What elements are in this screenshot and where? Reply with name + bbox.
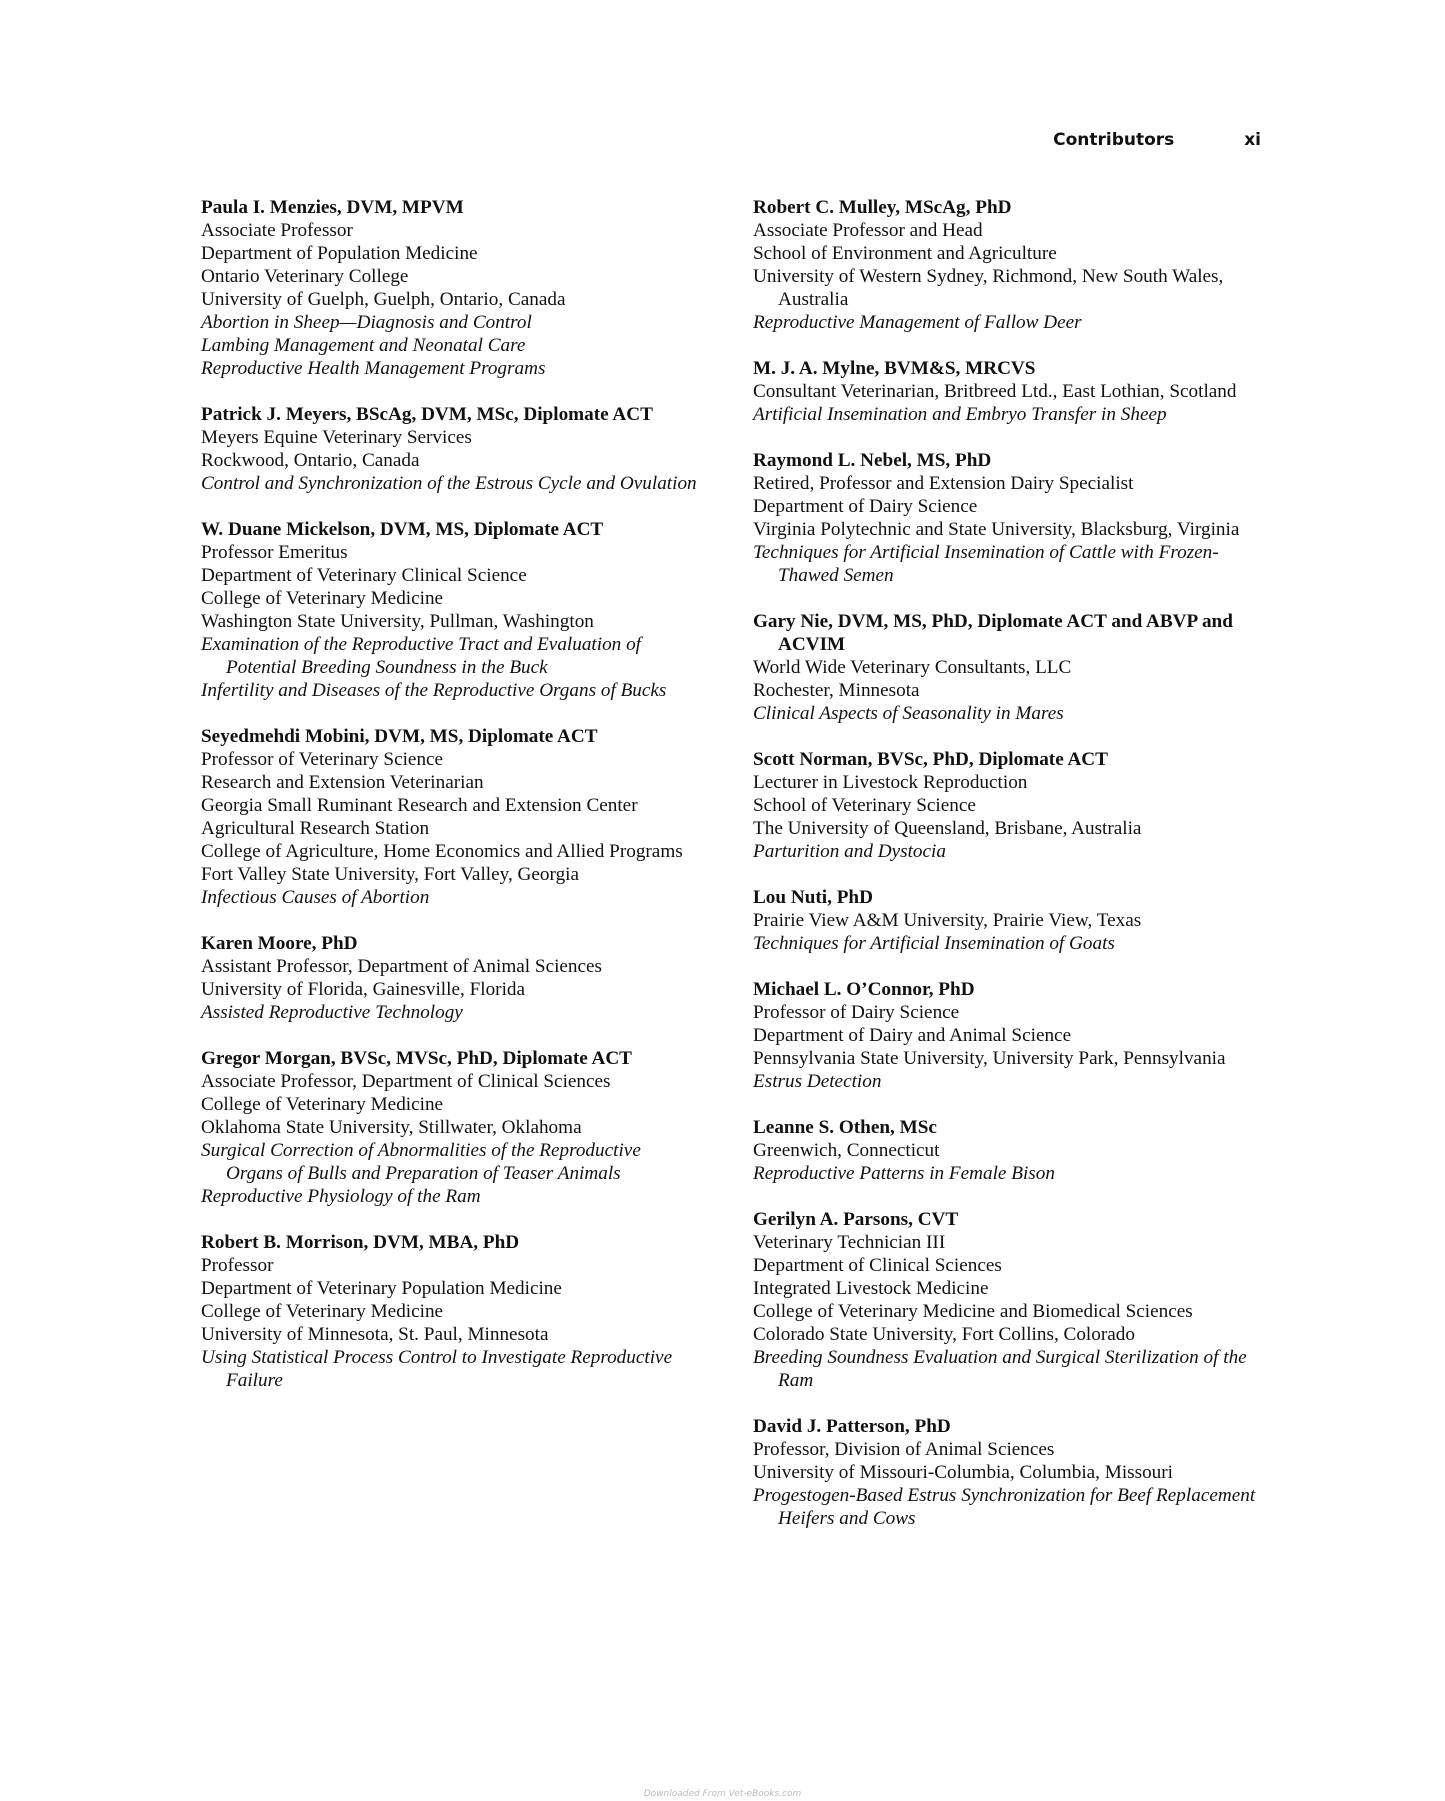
contributor-affiliation: Virginia Polytechnic and State University, Blacksburg, Virginia: [753, 519, 1240, 540]
contributor-affiliation: Professor, Division of Animal Sciences: [753, 1439, 1055, 1460]
contributor-affiliation: Pennsylvania State University, University Park, Pennsylvania: [753, 1048, 1226, 1069]
chapter-title: Reproductive Health Management Programs: [201, 358, 546, 379]
contributor-affiliation: Meyers Equine Veterinary Services: [201, 427, 472, 448]
contributor-affiliation: Department of Veterinary Clinical Science: [201, 565, 527, 586]
contributor-entry: [201, 196, 701, 380]
contributor-affiliation: Department of Dairy and Animal Science: [753, 1025, 1072, 1046]
contributor-affiliation: Department of Population Medicine: [201, 243, 478, 264]
contributor-name: Michael L. O’Connor, PhD: [753, 979, 975, 1000]
chapter-title: Reproductive Patterns in Female Bison: [753, 1163, 1055, 1184]
contributor-affiliation: Associate Professor, Department of Clinical Sciences: [201, 1071, 611, 1092]
contributor-affiliation: The University of Queensland, Brisbane, Australia: [753, 818, 1142, 839]
chapter-title: Breeding Soundness Evaluation and Surgical Sterilization of the Ram: [753, 1347, 1247, 1391]
left-column: [201, 196, 701, 1415]
contributor-affiliation: World Wide Veterinary Consultants, LLC: [753, 657, 1072, 678]
contributor-affiliation: College of Agriculture, Home Economics and Allied Programs: [201, 841, 683, 862]
contributor-entry: [201, 518, 701, 702]
contributor-name: Scott Norman, BVSc, PhD, Diplomate ACT: [753, 749, 1108, 770]
contributor-entry: [753, 196, 1263, 334]
contributor-affiliation: Georgia Small Ruminant Research and Extension Center: [201, 795, 638, 816]
chapter-title: Techniques for Artificial Insemination of Goats: [753, 933, 1115, 954]
contributor-name: Seyedmehdi Mobini, DVM, MS, Diplomate ACT: [201, 726, 598, 747]
chapter-title: Using Statistical Process Control to Investigate Reproductive Failure: [201, 1347, 673, 1391]
contributor-entry: [201, 932, 701, 1024]
contributor-affiliation: Professor: [201, 1255, 274, 1276]
watermark: Downloaded From Vet-eBooks.com: [643, 1789, 802, 1799]
contributor-entry: [753, 748, 1263, 863]
contributor-affiliation: Retired, Professor and Extension Dairy Specialist: [753, 473, 1134, 494]
contributor-affiliation: Consultant Veterinarian, Britbreed Ltd., East Lothian, Scotland: [753, 381, 1237, 402]
contributor-affiliation: College of Veterinary Medicine: [201, 588, 444, 609]
contributor-affiliation: University of Minnesota, St. Paul, Minnesota: [201, 1324, 549, 1345]
contributor-affiliation: Assistant Professor, Department of Animal Sciences: [201, 956, 603, 977]
contributor-affiliation: Associate Professor: [201, 220, 353, 241]
contributor-entry: [753, 886, 1263, 955]
chapter-title: Clinical Aspects of Seasonality in Mares: [753, 703, 1064, 724]
contributor-affiliation: Integrated Livestock Medicine: [753, 1278, 989, 1299]
contributor-affiliation: University of Missouri-Columbia, Columbia, Missouri: [753, 1462, 1173, 1483]
contributor-entry: [201, 1047, 701, 1208]
chapter-title: Infectious Causes of Abortion: [201, 887, 430, 908]
chapter-title: Reproductive Physiology of the Ram: [201, 1186, 481, 1207]
contributor-entry: [201, 1231, 701, 1392]
contributor-affiliation: College of Veterinary Medicine: [201, 1301, 444, 1322]
chapter-title: Lambing Management and Neonatal Care: [201, 335, 526, 356]
contributor-affiliation: School of Environment and Agriculture: [753, 243, 1057, 264]
chapter-title: Parturition and Dystocia: [753, 841, 946, 862]
chapter-title: Infertility and Diseases of the Reproductive Organs of Bucks: [201, 680, 667, 701]
contributor-entry: [201, 725, 701, 909]
contributor-name: Paula I. Menzies, DVM, MPVM: [201, 197, 464, 218]
contributor-affiliation: Professor Emeritus: [201, 542, 348, 563]
contributor-name: Lou Nuti, PhD: [753, 887, 873, 908]
contributor-affiliation: Rochester, Minnesota: [753, 680, 920, 701]
contributor-affiliation: Lecturer in Livestock Reproduction: [753, 772, 1028, 793]
contributor-entry: [753, 449, 1263, 587]
contributor-affiliation: Agricultural Research Station: [201, 818, 430, 839]
contributor-entry: [753, 357, 1263, 426]
page-number: xi: [1244, 130, 1261, 150]
running-head: [1053, 130, 1261, 150]
chapter-title: Abortion in Sheep—Diagnosis and Control: [201, 312, 532, 333]
contributor-affiliation: College of Veterinary Medicine and Biomedical Sciences: [753, 1301, 1193, 1322]
contributor-affiliation: Prairie View A&M University, Prairie View, Texas: [753, 910, 1142, 931]
contributor-name: Leanne S. Othen, MSc: [753, 1117, 937, 1138]
chapter-title: Artificial Insemination and Embryo Transfer in Sheep: [753, 404, 1167, 425]
section-title: Contributors: [1053, 130, 1175, 150]
contributor-affiliation: Rockwood, Ontario, Canada: [201, 450, 420, 471]
contributor-affiliation: Greenwich, Connecticut: [753, 1140, 940, 1161]
chapter-title: Progestogen-Based Estrus Synchronization for Beef Replacement Heifers and Cows: [753, 1485, 1256, 1529]
contributor-affiliation: Veterinary Technician III: [753, 1232, 946, 1253]
contributor-affiliation: Washington State University, Pullman, Washington: [201, 611, 594, 632]
contributor-name: Robert C. Mulley, MScAg, PhD: [753, 197, 1012, 218]
contributor-affiliation: Department of Veterinary Population Medicine: [201, 1278, 562, 1299]
contributor-name: Gregor Morgan, BVSc, MVSc, PhD, Diplomate ACT: [201, 1048, 632, 1069]
contributor-affiliation: Associate Professor and Head: [753, 220, 983, 241]
contributor-affiliation: Ontario Veterinary College: [201, 266, 409, 287]
contributor-affiliation: College of Veterinary Medicine: [201, 1094, 444, 1115]
contributor-affiliation: Fort Valley State University, Fort Valley, Georgia: [201, 864, 580, 885]
contributor-affiliation: Professor of Veterinary Science: [201, 749, 444, 770]
contributor-affiliation: Colorado State University, Fort Collins, Colorado: [753, 1324, 1135, 1345]
chapter-title: Surgical Correction of Abnormalities of the Reproductive Organs of Bulls and Preparation of Teaser Animals: [201, 1140, 641, 1184]
contributor-name: Patrick J. Meyers, BScAg, DVM, MSc, Diplomate ACT: [201, 404, 653, 425]
contributor-affiliation: University of Florida, Gainesville, Florida: [201, 979, 526, 1000]
chapter-title: Estrus Detection: [753, 1071, 882, 1092]
contributor-name: Gerilyn A. Parsons, CVT: [753, 1209, 959, 1230]
contributor-entry: [753, 610, 1263, 725]
contributor-name: Robert B. Morrison, DVM, MBA, PhD: [201, 1232, 520, 1253]
contributor-affiliation: Professor of Dairy Science: [753, 1002, 960, 1023]
contributor-name: Karen Moore, PhD: [201, 933, 358, 954]
contributor-name: David J. Patterson, PhD: [753, 1416, 951, 1437]
contributor-entry: [753, 1208, 1263, 1392]
contributor-entry: [753, 1415, 1263, 1530]
contributor-name: Raymond L. Nebel, MS, PhD: [753, 450, 992, 471]
contributor-affiliation: Research and Extension Veterinarian: [201, 772, 484, 793]
chapter-title: Control and Synchronization of the Estrous Cycle and Ovulation: [201, 473, 697, 494]
contributor-name: M. J. A. Mylne, BVM&S, MRCVS: [753, 358, 1036, 379]
contributor-affiliation: University of Guelph, Guelph, Ontario, Canada: [201, 289, 566, 310]
contributor-affiliation: Department of Clinical Sciences: [753, 1255, 1002, 1276]
contributor-name: W. Duane Mickelson, DVM, MS, Diplomate ACT: [201, 519, 604, 540]
chapter-title: Techniques for Artificial Insemination of Cattle with Frozen-Thawed Semen: [753, 542, 1219, 586]
contributor-affiliation: School of Veterinary Science: [753, 795, 976, 816]
contributor-entry: [201, 403, 701, 495]
contributor-affiliation: University of Western Sydney, Richmond, New South Wales, Australia: [753, 266, 1224, 310]
chapter-title: Reproductive Management of Fallow Deer: [753, 312, 1082, 333]
contributor-affiliation: Oklahoma State University, Stillwater, Oklahoma: [201, 1117, 582, 1138]
contributor-name: Gary Nie, DVM, MS, PhD, Diplomate ACT and ABVP and ACVIM: [753, 611, 1233, 655]
contributor-affiliation: Department of Dairy Science: [753, 496, 978, 517]
chapter-title: Assisted Reproductive Technology: [201, 1002, 463, 1023]
contributor-entry: [753, 1116, 1263, 1185]
chapter-title: Examination of the Reproductive Tract and Evaluation of Potential Breeding Soundness in the Buck: [201, 634, 641, 678]
contributor-entry: [753, 978, 1263, 1093]
right-column: [753, 196, 1263, 1553]
